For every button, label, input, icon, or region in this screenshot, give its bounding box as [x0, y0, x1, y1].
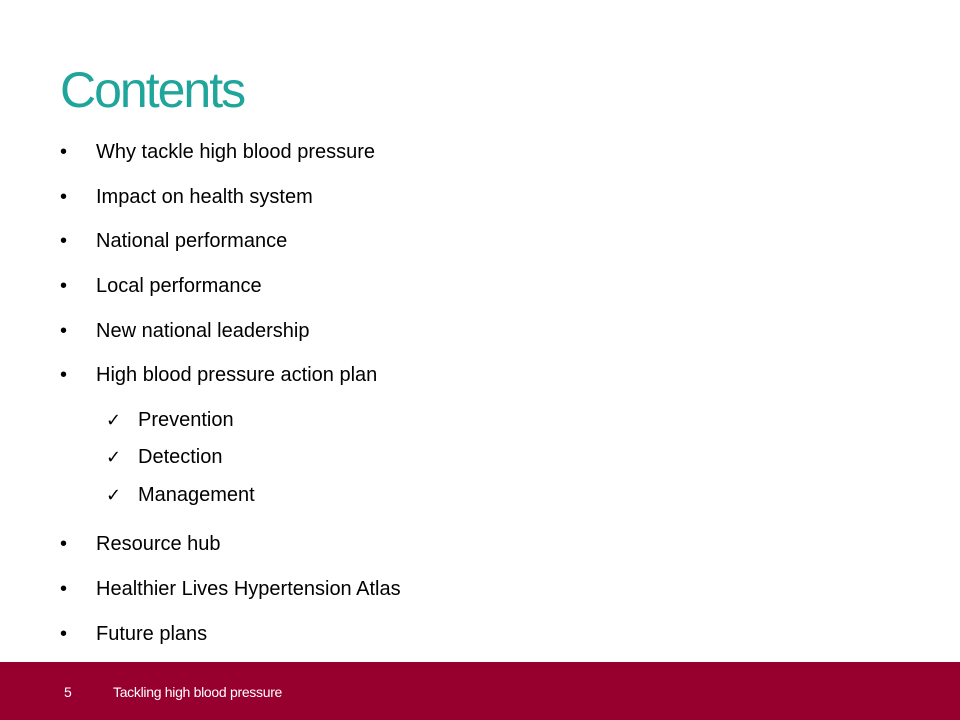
bullet-icon: • [60, 364, 68, 387]
list-item [60, 308, 880, 353]
bullet-icon: • [60, 141, 68, 164]
sub-list-item-label: Management [138, 483, 255, 506]
bullet-icon: • [60, 622, 68, 645]
sub-list-item-label: Detection [138, 446, 223, 469]
bullet-icon: • [60, 319, 68, 342]
list-item-label: Healthier Lives Hypertension Atlas [96, 577, 401, 600]
check-icon: ✓ [106, 447, 122, 469]
list-item-label: Resource hub [96, 533, 221, 556]
list-item-label: Impact on health system [96, 185, 313, 208]
check-icon: ✓ [106, 409, 122, 431]
footer-bar [0, 662, 960, 720]
check-icon: ✓ [106, 484, 122, 506]
bullet-icon: • [60, 577, 68, 600]
list-item-label: High blood pressure action plan [96, 364, 378, 387]
bullet-icon: • [60, 275, 68, 298]
list-item [60, 522, 880, 567]
list-item [60, 264, 880, 309]
list-item-label: Local performance [96, 275, 262, 298]
contents-list [60, 130, 880, 656]
list-item [60, 567, 880, 612]
list-item-label: New national leadership [96, 319, 310, 342]
sub-list [60, 398, 880, 523]
sub-list-item [106, 477, 880, 515]
sub-list-item [106, 402, 880, 440]
list-item-label: National performance [96, 230, 288, 253]
list-item-label: Future plans [96, 622, 208, 645]
sub-list-item [106, 439, 880, 477]
bullet-icon: • [60, 230, 68, 253]
page-number: 5 [64, 684, 72, 700]
slide-title: Contents [60, 62, 245, 118]
list-item [60, 175, 880, 220]
list-item [60, 130, 880, 175]
list-item [60, 219, 880, 264]
footer-title: Tackling high blood pressure [113, 684, 283, 700]
bullet-icon: • [60, 533, 68, 556]
list-item [60, 353, 880, 398]
bullet-icon: • [60, 185, 68, 208]
sub-list-item-label: Prevention [138, 408, 234, 431]
list-item [60, 611, 880, 656]
list-item-label: Why tackle high blood pressure [96, 141, 376, 164]
